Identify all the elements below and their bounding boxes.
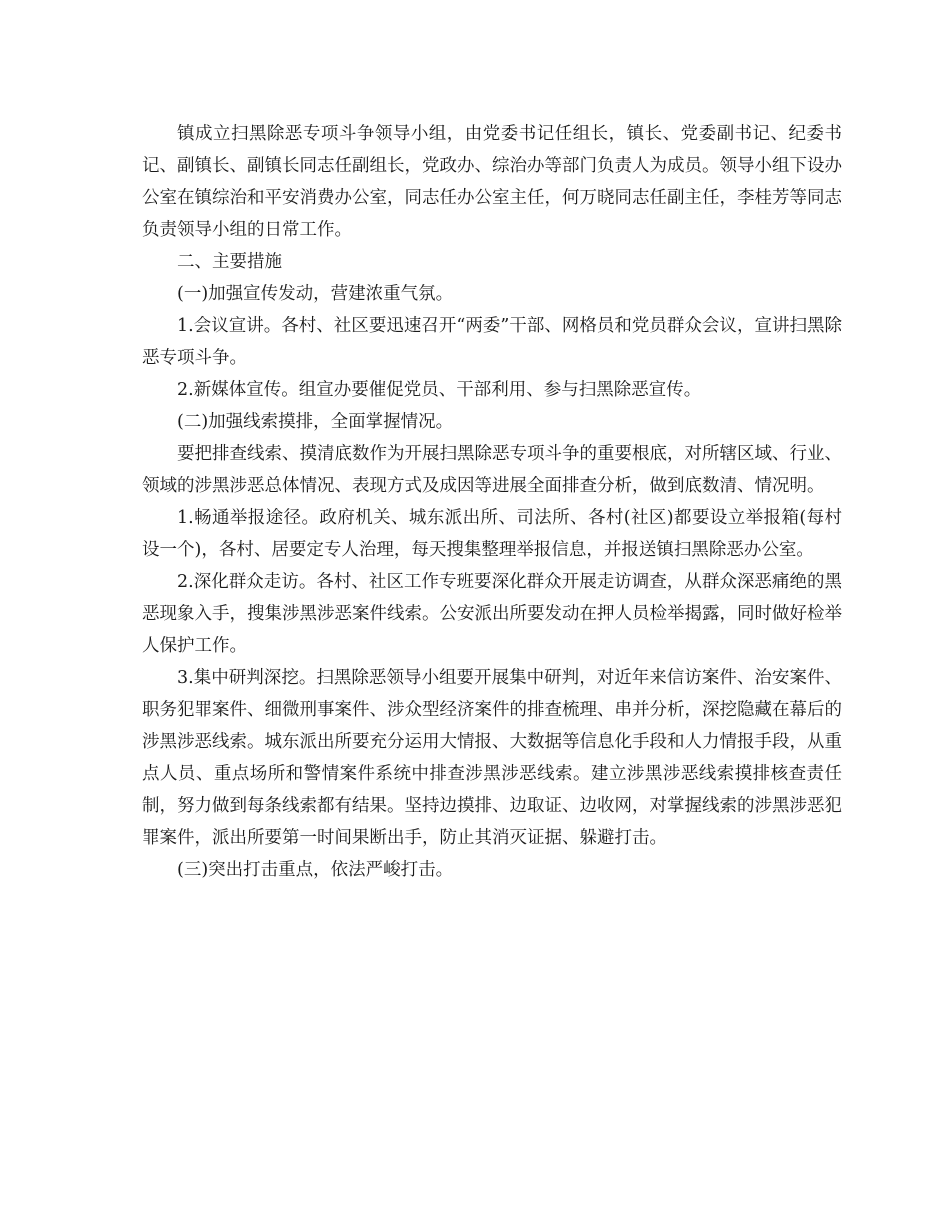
paragraph-new-media: 2.新媒体宣传。组宣办要催促党员、干部利用、参与扫黑除恶宣传。 <box>177 380 702 400</box>
paragraph-reporting-channels: 1.畅通举报途径。政府机关、城东派出所、司法所、各村(社区)都要设立举报箱(每村设一个)，各村、居要定专人治理，每天搜集整理举报信息，并报送镇扫黑除恶办公室。 <box>142 508 842 560</box>
section-heading-main-measures: 二、主要措施 <box>177 252 282 272</box>
subheading-publicity: (一)加强宣传发动，营建浓重气氛。 <box>177 284 454 304</box>
document-body <box>142 118 842 886</box>
subheading-clue-investigation: (二)加强线索摸排，全面掌握情况。 <box>177 412 454 432</box>
paragraph-investigation-basis: 要把排查线索、摸清底数作为开展扫黑除恶专项斗争的重要根底，对所辖区域、行业、领域的涉黑涉恶总体情况、表现方式及成因等进展全面排查分析，做到底数清、情况明。 <box>142 444 842 496</box>
paragraph-meeting-briefing: 1.会议宣讲。各村、社区要迅速召开“两委”干部、网格员和党员群众会议，宣讲扫黑除恶专项斗争。 <box>142 316 842 368</box>
subheading-strike-focus: (三)突出打击重点，依法严峻打击。 <box>177 860 454 880</box>
paragraph-leadership-group: 镇成立扫黑除恶专项斗争领导小组，由党委书记任组长，镇长、党委副书记、纪委书记、副镇长、副镇长同志任副组长，党政办、综治办等部门负责人为成员。领导小组下设办公室在镇综治和平安消费办公室，同志任办公室主任，何万晓同志任副主任，李桂芳等同志负责领导小组的日常工作。 <box>142 124 842 240</box>
paragraph-mass-visits: 2.深化群众走访。各村、社区工作专班要深化群众开展走访调查，从群众深恶痛绝的黑恶现象入手，搜集涉黑涉恶案件线索。公安派出所要发动在押人员检举揭露，同时做好检举人保护工作。 <box>142 572 842 656</box>
paragraph-centralized-analysis: 3.集中研判深挖。扫黑除恶领导小组要开展集中研判，对近年来信访案件、治安案件、职务犯罪案件、细微刑事案件、涉众型经济案件的排查梳理、串并分析，深挖隐藏在幕后的涉黑涉恶线索。城东派出所要充分运用大情报、大数据等信息化手段和人力情报手段，从重点人员、重点场所和警情案件系统中排查涉黑涉恶线索。建立涉黑涉恶线索摸排核查责任制，努力做到每条线索都有结果。坚持边摸排、边取证、边收网，对掌握线索的涉黑涉恶犯罪案件，派出所要第一时间果断出手，防止其消灭证据、躲避打击。 <box>142 668 842 848</box>
